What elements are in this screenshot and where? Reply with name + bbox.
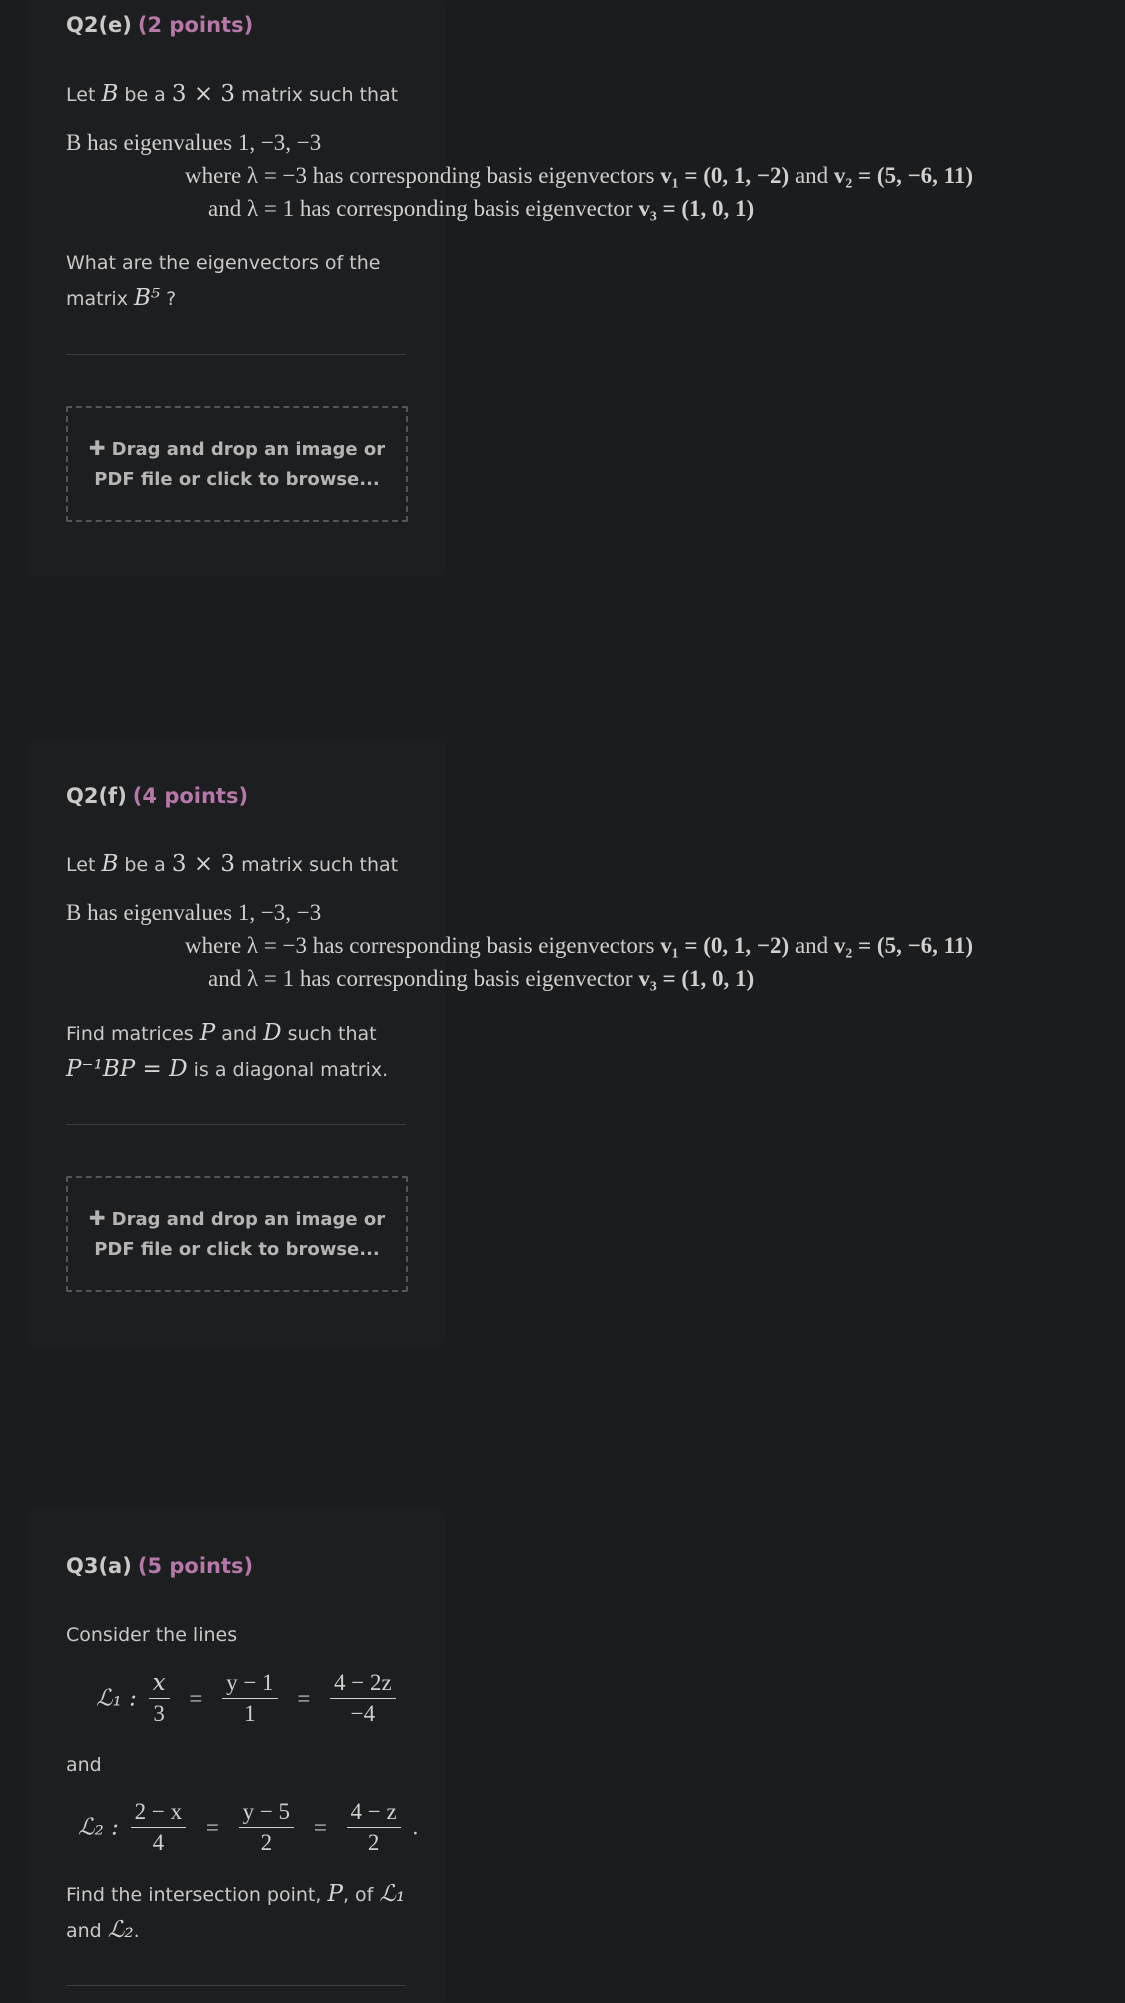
eigen-line-1: B has eigenvalues 1, −3, −3 [66,130,322,155]
math-D: D [263,1020,282,1046]
intro-text: be a [124,84,166,106]
points-badge: (2 points) [137,13,254,37]
question-prompt [66,246,380,317]
numerator: 4 − z [347,1799,401,1828]
points-badge: (4 points) [132,784,249,808]
math-dim: 3 × 3 [171,81,236,107]
math-B5: B⁵ [133,285,161,311]
points-badge: (5 points) [137,1554,254,1578]
line-name-L1: ℒ₁ : [96,1685,137,1712]
fraction [149,1670,170,1727]
eigen-line-1: B has eigenvalues 1, −3, −3 [66,900,322,925]
question-intro [66,847,398,883]
denominator: 4 [152,1830,165,1855]
question-intro [66,77,398,113]
eigen-line-3 [208,196,754,222]
upload-text: Drag and drop an image or [111,1209,386,1230]
eigenvector-v1: v₁ = (0, 1, −2) [660,163,790,188]
denominator: 2 [367,1830,380,1855]
equals-sign: = [297,1685,311,1711]
period: . [412,1814,419,1840]
numerator: y − 1 [222,1670,277,1699]
numerator: 2 − x [131,1799,186,1828]
prompt-text: Find the intersection point, [66,1884,322,1906]
eigenvector-v3: v₃ = (1, 0, 1) [638,966,755,991]
eigenvector-v2: v₂ = (5, −6, 11) [833,163,974,188]
prompt-text: and [66,1920,102,1942]
question-label: Q3(a) [66,1554,132,1578]
math-L2: ℒ₂ [107,1917,134,1943]
fraction [330,1670,396,1727]
eigen-text: and [794,933,829,958]
question-intro: Consider the lines [66,1624,238,1646]
line-L1-equation [96,1670,402,1727]
prompt-text: ? [166,288,177,310]
question-title-q2f [66,784,248,808]
line-L2-equation [78,1799,418,1856]
math-dim: 3 × 3 [171,851,236,877]
line-name-L2: ℒ₂ : [78,1814,119,1841]
intro-text: Let [66,84,96,106]
intro-text: matrix such that [241,84,399,106]
and-text: and [66,1754,102,1776]
intro-text: Let [66,854,96,876]
eigen-text: where λ = −3 has corresponding basis eigenvectors [185,933,655,958]
question-label: Q2(f) [66,784,127,808]
fraction [222,1670,277,1727]
equals-sign: = [205,1814,219,1840]
denominator: 2 [260,1830,273,1855]
question-prompt [66,1016,388,1088]
eigenvector-v1: v₁ = (0, 1, −2) [660,933,790,958]
fraction [239,1799,294,1856]
math-L1: ℒ₁ [379,1881,406,1907]
prompt-text: matrix [66,288,128,310]
question-label: Q2(e) [66,13,132,37]
numerator: y − 5 [239,1799,294,1828]
prompt-text: What are the eigenvectors of the [66,252,381,274]
prompt-text: such that [287,1023,377,1045]
prompt-text: Find matrices [66,1023,194,1045]
eigen-line-2 [185,933,973,959]
plus-icon: ✚ [88,436,106,460]
intro-text: matrix such that [241,854,399,876]
equals-sign: = [189,1685,203,1711]
prompt-text: . [133,1920,140,1942]
divider [66,1124,406,1125]
divider [66,1985,406,1986]
denominator: 3 [153,1701,165,1726]
intro-text: be a [124,854,166,876]
fraction [131,1799,186,1856]
denominator: 1 [244,1701,256,1726]
math-B: B [101,851,119,877]
upload-text: Drag and drop an image or [111,439,386,460]
numerator: 4 − 2z [330,1670,396,1699]
file-upload-dropzone[interactable] [66,406,408,522]
eigen-line-3 [208,966,754,992]
math-P: P [199,1020,216,1046]
math-diagonal-eq: P⁻¹BP = D [66,1056,188,1082]
file-upload-dropzone[interactable] [66,1176,408,1292]
upload-text: PDF file or click to browse... [94,469,380,490]
eigen-line-2 [185,163,973,189]
question-prompt [66,1877,405,1949]
prompt-text: is a diagonal matrix. [193,1059,389,1081]
upload-text: PDF file or click to browse... [94,1239,380,1260]
plus-icon: ✚ [88,1206,106,1230]
eigen-text: and λ = 1 has corresponding basis eigenvector [208,966,633,991]
question-title-q3a [66,1554,253,1578]
equals-sign: = [313,1814,327,1840]
math-P: P [327,1881,343,1907]
prompt-text: , of [342,1884,374,1906]
prompt-text: and [221,1023,258,1045]
eigenvector-v2: v₂ = (5, −6, 11) [833,933,974,958]
eigenvector-v3: v₃ = (1, 0, 1) [638,196,755,221]
eigen-text: and [794,163,829,188]
divider [66,354,406,355]
fraction [347,1799,401,1856]
math-B: B [101,81,119,107]
numerator: x [149,1670,170,1699]
eigen-text: where λ = −3 has corresponding basis eigenvectors [185,163,655,188]
eigen-text: and λ = 1 has corresponding basis eigenvector [208,196,633,221]
question-title-q2e [66,13,253,37]
denominator: −4 [350,1701,376,1726]
